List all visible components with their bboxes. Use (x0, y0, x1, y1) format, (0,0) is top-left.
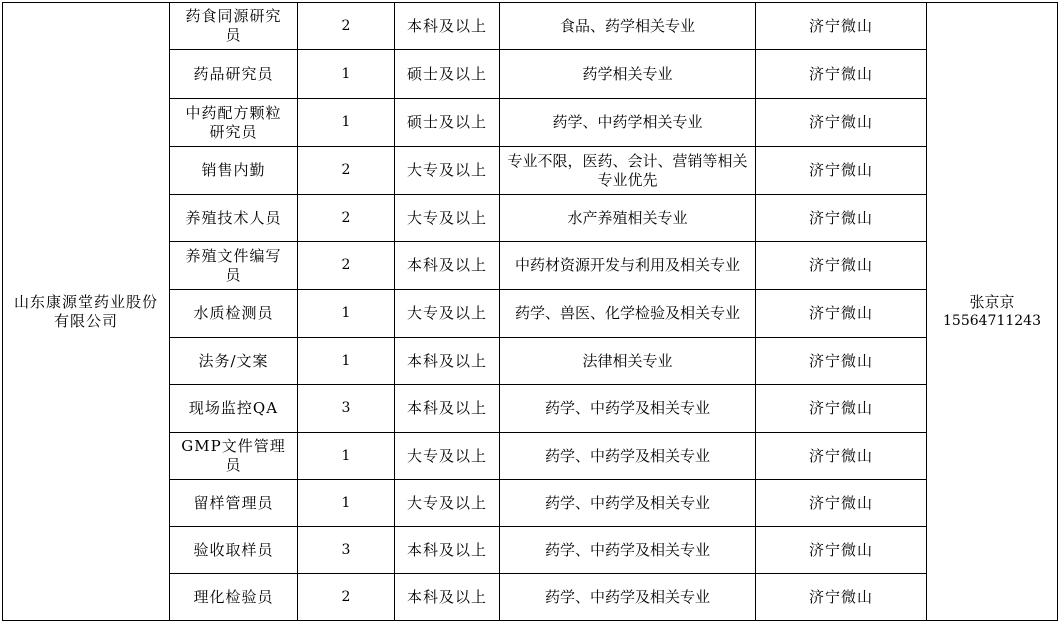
location-cell: 济宁微山 (756, 195, 927, 242)
major-cell: 药学、中药学及相关专业 (500, 385, 756, 433)
company-name-cell: 山东康源堂药业股份有限公司 (3, 3, 170, 621)
position-cell: 养殖文件编写员 (170, 242, 298, 290)
education-cell: 大专及以上 (395, 195, 500, 242)
table-row (3, 3, 1058, 50)
contact-name: 张京京 (969, 292, 1015, 311)
major-cell: 专业不限，医药、会计、营销等相关专业优先 (500, 147, 756, 195)
location-cell: 济宁微山 (756, 50, 927, 99)
location-cell: 济宁微山 (756, 433, 927, 480)
count-cell: 1 (298, 50, 395, 99)
education-cell: 硕士及以上 (395, 50, 500, 99)
position-cell: 销售内勤 (170, 147, 298, 195)
position-cell: 验收取样员 (170, 527, 298, 574)
count-cell: 2 (298, 195, 395, 242)
count-cell: 1 (298, 338, 395, 385)
education-cell: 大专及以上 (395, 433, 500, 480)
education-cell: 本科及以上 (395, 574, 500, 621)
position-cell: 药品研究员 (170, 50, 298, 99)
count-cell: 1 (298, 480, 395, 527)
major-cell: 水产养殖相关专业 (500, 195, 756, 242)
education-cell: 本科及以上 (395, 3, 500, 50)
education-cell: 硕士及以上 (395, 99, 500, 147)
location-cell: 济宁微山 (756, 574, 927, 621)
location-cell: 济宁微山 (756, 242, 927, 290)
position-cell: 养殖技术人员 (170, 195, 298, 242)
education-cell: 本科及以上 (395, 385, 500, 433)
location-cell: 济宁微山 (756, 338, 927, 385)
major-cell: 药学、中药学及相关专业 (500, 433, 756, 480)
location-cell: 济宁微山 (756, 480, 927, 527)
recruitment-table (2, 2, 1058, 621)
count-cell: 1 (298, 99, 395, 147)
education-cell: 大专及以上 (395, 480, 500, 527)
education-cell: 大专及以上 (395, 147, 500, 195)
major-cell: 药学、中药学及相关专业 (500, 480, 756, 527)
position-cell: GMP文件管理员 (170, 433, 298, 480)
count-cell: 1 (298, 290, 395, 338)
count-cell: 2 (298, 3, 395, 50)
position-cell: 留样管理员 (170, 480, 298, 527)
major-cell: 食品、药学相关专业 (500, 3, 756, 50)
position-cell: 现场监控QA (170, 385, 298, 433)
contact-cell (927, 3, 1058, 621)
major-cell: 药学、中药学及相关专业 (500, 574, 756, 621)
location-cell: 济宁微山 (756, 147, 927, 195)
location-cell: 济宁微山 (756, 99, 927, 147)
education-cell: 本科及以上 (395, 338, 500, 385)
location-cell: 济宁微山 (756, 527, 927, 574)
major-cell: 药学、兽医、化学检验及相关专业 (500, 290, 756, 338)
major-cell: 药学、中药学相关专业 (500, 99, 756, 147)
major-cell: 法律相关专业 (500, 338, 756, 385)
count-cell: 3 (298, 385, 395, 433)
location-cell: 济宁微山 (756, 290, 927, 338)
count-cell: 3 (298, 527, 395, 574)
education-cell: 大专及以上 (395, 290, 500, 338)
position-cell: 理化检验员 (170, 574, 298, 621)
count-cell: 2 (298, 147, 395, 195)
major-cell: 药学、中药学及相关专业 (500, 527, 756, 574)
position-cell: 中药配方颗粒研究员 (170, 99, 298, 147)
count-cell: 1 (298, 433, 395, 480)
location-cell: 济宁微山 (756, 385, 927, 433)
location-cell: 济宁微山 (756, 3, 927, 50)
contact-phone: 15564711243 (943, 312, 1041, 329)
education-cell: 本科及以上 (395, 242, 500, 290)
major-cell: 中药材资源开发与利用及相关专业 (500, 242, 756, 290)
position-cell: 水质检测员 (170, 290, 298, 338)
position-cell: 法务/文案 (170, 338, 298, 385)
major-cell: 药学相关专业 (500, 50, 756, 99)
count-cell: 2 (298, 574, 395, 621)
education-cell: 本科及以上 (395, 527, 500, 574)
count-cell: 2 (298, 242, 395, 290)
position-cell: 药食同源研究员 (170, 3, 298, 50)
